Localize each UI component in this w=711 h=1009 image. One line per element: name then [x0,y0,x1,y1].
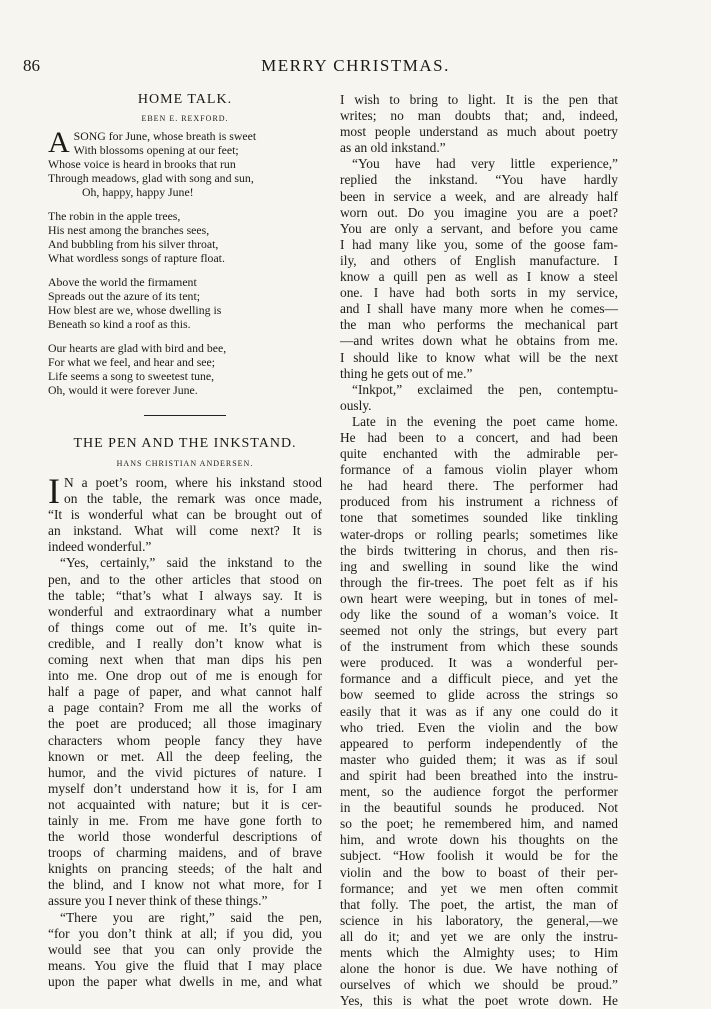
text-line: I should like to know what will be the next [340,349,618,365]
text-line: so the poet; he remembered him, and named [340,816,618,832]
poem-stanza [48,209,322,265]
text-line: that folly. The poet, the artist, the man of [340,896,618,912]
text-line: myself don’t understand how it is, for I am [48,780,322,796]
poem-dropcap: A [48,126,70,159]
text-line: in the beautiful sounds he produced. Not [340,800,618,816]
text-line: ously. [340,397,372,413]
poem-line: Above the world the firmament [48,275,197,289]
page-number: 86 [23,56,40,75]
text-line: ourselves of which we should be proud.” [340,977,618,993]
section-divider [144,415,226,416]
poem-line: SONG for June, whose breath is sweet [73,129,257,143]
text-line: he had heard there. The performer had [340,478,618,494]
text-line: “Inkpot,” exclaimed the pen, contemptu- [352,381,618,397]
text-line: ily, and others of English manufacture. I [340,252,618,268]
text-line: formance and a difficult piece, and yet the [340,671,618,687]
poem-line: The robin in the apple trees, [48,209,181,223]
poem-line: With blossoms opening at our feet; [73,143,239,157]
poem-line: How blest are we, whose dwelling is [48,303,222,317]
text-line: who tried. Even the violin and the bow [340,719,618,735]
story-text-left [48,471,322,990]
text-line: know a quill pen as well as I know a steel [340,269,618,285]
text-line: the man who performs the mechanical part [340,317,618,333]
poem-stanza [48,275,322,331]
text-line: of the instrument from which these sounds [340,639,618,655]
right-column [340,92,618,1009]
poem-line: His nest among the branches sees, [48,223,210,237]
text-line: humor, and the vivid pictures of nature. I [48,764,322,780]
text-line: coming next when that man dips his pen [48,652,322,668]
text-line: He had been to a concert, and had been [340,429,618,445]
text-line: as an old inkstand.” [340,140,446,156]
text-line: through the fir-trees. The poet felt as if his [340,574,618,590]
text-line: known or met. All the deep feeling, the [48,748,322,764]
text-line: assure you I never think of these things.” [48,893,268,909]
text-line: worn out. Do you imagine you are a poet? [340,204,618,220]
text-line: “for you don’t think at all; if you did, you [48,925,322,941]
text-line: bow seemed to glide across the strings so [340,687,618,703]
text-line: troops of charming maidens, and of brave [48,845,322,861]
text-line: one. I have had both sorts in my service, [340,285,618,301]
text-line: quite enchanted with the admirable per- [340,446,618,462]
text-line: “You have had very little experience,” [352,156,618,172]
text-line: would see that you can only provide the [48,941,322,957]
text-line: a page contain? From me all the works of [48,700,322,716]
text-line: an inkstand. What will come next? It is [48,523,322,539]
text-line: Yes, this is what the poet wrote down. He [340,993,618,1009]
left-column [48,92,322,990]
poem-line: And bubbling from his silver throat, [48,237,219,251]
text-line: “It is wonderful what can be brought out of [48,507,322,523]
text-line: Late in the evening the poet came home. [352,413,618,429]
text-line: the poet are produced; all those imaginary [48,716,322,732]
poem-line: Whose voice is heard in brooks that run [48,157,236,171]
text-line: knights on prancing steeds; of the halt and [48,861,322,877]
text-line: credible, and I really don’t know what is [48,635,322,651]
text-line: not acquainted with nature; but it is cer- [48,796,322,812]
text-line: wonderful and extraordinary what a number [48,603,322,619]
text-line: water-drops or rolling pearls; sometimes like [340,526,618,542]
poem-title: HOME TALK. [137,92,233,107]
text-line: were produced. It was a wonderful per- [340,655,618,671]
text-line: master who guided them; it was as if soul [340,751,618,767]
text-line: subject. “How foolish it would be for the [340,848,618,864]
text-line: N a poet’s room, where his inkstand stood [64,475,322,490]
poem-body [48,126,322,397]
text-line: tainly in me. From me have gone forth to [48,812,322,828]
text-line: easily that it was as if any one could do it [340,703,618,719]
poem-line: Our hearts are glad with bird and bee, [48,341,227,355]
text-line: science in his laboratory, the general,—we [340,912,618,928]
text-line: the table; “that’s what I always say. It is [48,587,322,603]
text-line: tone that sometimes sounded like tinkling [340,510,618,526]
text-line: ing and swelling in sound like the wind [340,558,618,574]
text-line: appeared to perform independently of the [340,735,618,751]
text-line: own heart were weeping, but in tones of mel- [340,590,618,606]
text-line: pen, and to the other articles that stood on [48,571,322,587]
story-text-right [340,92,618,1009]
poem-line: Beneath so kind a roof as this. [48,317,191,331]
text-line: all do it; and yet we are only the instru- [340,928,618,944]
text-line: upon the paper what dwells in me, and what [48,973,322,989]
text-line: the blind, and I know not what more, for I [48,877,322,893]
text-line: most people understand as much about poetry [340,124,618,140]
text-line: alone the honor is due. We have nothing of [340,961,618,977]
story-title: THE PEN AND THE INKSTAND. [73,436,297,451]
poem-line: What wordless songs of rapture float. [48,251,225,265]
text-line: into me. One drop out of me is enough for [48,668,322,684]
text-line: “There you are right,” said the pen, [60,909,322,925]
text-line: I had many like you, some of the goose fam- [340,236,618,252]
text-line: ments which the Almighty uses; to Him [340,944,618,960]
poem-byline: EBEN E. REXFORD. [141,114,229,123]
text-line: half a page of paper, and what cannot half [48,684,322,700]
text-line: formance; and yet we men often commit [340,880,618,896]
text-line: seemed not only the strings, but every part [340,623,618,639]
text-line: indeed wonderful.” [48,539,152,555]
text-line: violin and the bow to boast of their per- [340,864,618,880]
text-line: of things come out of me. It’s quite in- [48,619,322,635]
text-line: the world those wonderful descriptions of [48,829,322,845]
poem-line: Oh, would it were forever June. [48,383,198,397]
text-line: and spirit had been breathed into the instru- [340,767,618,783]
text-line: and I shall have many more when he comes— [340,301,618,317]
poem-stanza [48,126,322,199]
poem-line: Through meadows, glad with song and sun, [48,171,254,185]
running-head: MERRY CHRISTMAS. [261,56,450,75]
text-line: writes; no man doubts that; and, indeed, [340,108,618,124]
text-line: him, and wrote down his thoughts on the [340,832,618,848]
text-line: “Yes, certainly,” said the inkstand to the [60,555,322,571]
text-line: ment, so the audience forgot the performer [340,784,618,800]
poem-line: Oh, happy, happy June! [82,185,194,199]
text-line: been in service a week, and are already half [340,188,618,204]
text-line: thing he gets out of me.” [340,365,473,381]
poem-line: Life seems a song to sweetest tune, [48,369,215,383]
text-line: on the table, the remark was once made, [64,491,322,507]
text-line: produced from his instrument a richness of [340,494,618,510]
story-byline: HANS CHRISTIAN ANDERSEN. [116,459,254,468]
story-dropcap: I [48,471,60,511]
text-line: You are only a servant, and before you came [340,220,618,236]
text-line: formance of a famous violin player whom [340,462,618,478]
text-line: ody like the sound of a woman’s voice. It [340,607,618,622]
text-line: —and writes down what he obtains from me. [340,333,618,349]
text-line: characters whom people fancy they have [48,732,322,748]
text-line: the birds twittering in chorus, and then ris- [340,542,618,558]
text-line: means. You give the fluid that I may place [48,957,322,973]
text-line: replied the inkstand. “You have hardly [340,172,618,188]
poem-stanza [48,341,322,397]
text-line: I wish to bring to light. It is the pen that [340,92,618,107]
poem-line: Spreads out the azure of its tent; [48,289,201,303]
poem-line: For what we feel, and hear and see; [48,355,216,369]
